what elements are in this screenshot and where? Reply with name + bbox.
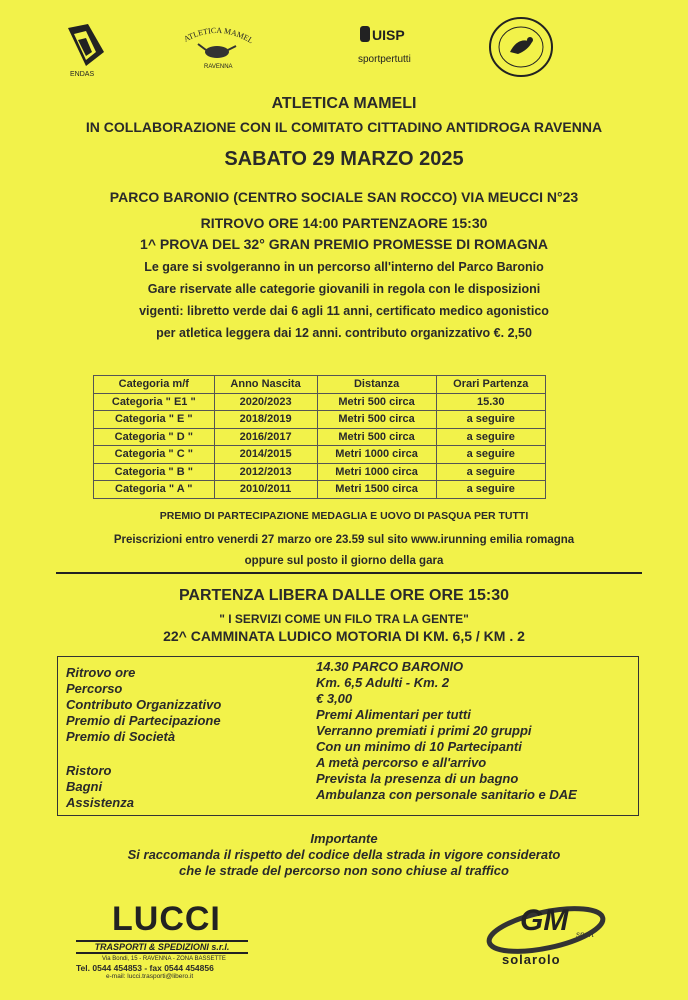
table-cell: Metri 1000 circa [317, 463, 436, 481]
box-value: € 3,00 [316, 691, 353, 706]
table-row [94, 446, 546, 464]
premio-line: PREMIO DI PARTECIPAZIONE MEDAGLIA E UOVO DI PASQUA PER TUTTI [159, 510, 529, 522]
lucci-tagline: TRASPORTI & SPEDIZIONI s.r.l. [76, 940, 248, 954]
org-title: ATLETICA MAMELI [271, 95, 417, 112]
table-cell: Categoria " E " [94, 411, 215, 429]
lucci-name: LUCCI [112, 900, 221, 938]
table-cell: 2020/2023 [214, 393, 317, 411]
svg-text:ATLETICA MAMELI [176, 22, 255, 45]
table-cell: 2014/2015 [214, 446, 317, 464]
table-cell: a seguire [436, 481, 545, 499]
partenza-libera: PARTENZA LIBERA DALLE ORE ORE 15:30 [178, 587, 510, 604]
table-row [94, 393, 546, 411]
info-box [57, 656, 639, 816]
table-row [94, 428, 546, 446]
preiscrizioni-line-2: oppure sul posto il giorno della gara [244, 555, 444, 567]
box-value: Ambulanza con personale sanitario e DAE [316, 787, 577, 802]
table-cell: Metri 500 circa [317, 428, 436, 446]
box-value: Km. 6,5 Adulti - Km. 2 [316, 675, 450, 690]
box-label: Assistenza [66, 795, 134, 810]
table-cell: 15.30 [436, 393, 545, 411]
table-cell: Categoria " A " [94, 481, 215, 499]
table-cell: a seguire [436, 463, 545, 481]
circular-seal-logo [488, 16, 554, 78]
section-divider [56, 572, 642, 574]
table-cell: Metri 500 circa [317, 393, 436, 411]
atletica-mameli-logo [176, 22, 258, 72]
box-label: Premio di Società [66, 729, 176, 744]
lucci-email: e-mail: lucci.trasporti@libero.it [106, 973, 194, 980]
importante-title: Importante [310, 831, 378, 846]
table-cell: Categoria " E1 " [94, 393, 215, 411]
desc-line-4: per atletica leggera dai 12 anni. contributo organizzativo €. 2,50 [156, 326, 532, 340]
table-cell: a seguire [436, 446, 545, 464]
box-value: A metà percorso e all'arrivo [316, 755, 487, 770]
uisp-text: UISP [372, 27, 405, 43]
table-cell: Categoria " D " [94, 428, 215, 446]
table-cell: Metri 1000 circa [317, 446, 436, 464]
endas-text: ENDAS [70, 71, 95, 78]
box-value: Verranno premiati i primi 20 gruppi [316, 723, 532, 738]
table-cell: 2018/2019 [214, 411, 317, 429]
preiscrizioni-line-1: Preiscrizioni entro venerdi 27 marzo ore 23.59 sul sito www.irunning emilia romagna [113, 534, 575, 546]
table-row [94, 463, 546, 481]
ritrovo-line: RITROVO ORE 14:00 PARTENZAORE 15:30 [200, 215, 488, 231]
table-row [94, 481, 546, 499]
table-row [94, 411, 546, 429]
gm-text: GM [520, 904, 569, 937]
gm-sport-text: sport [576, 930, 594, 939]
motto-line: " I SERVIZI COME UN FILO TRA LA GENTE" [219, 612, 469, 626]
endas-logo [64, 22, 110, 78]
desc-line-1: Le gare si svolgeranno in un percorso all'interno del Parco Baronio [144, 260, 544, 274]
lucci-phone: Tel. 0544 454853 - fax 0544 454856 [76, 963, 214, 973]
lucci-address: Via Bondi, 15 - RAVENNA - ZONA BASSETTE [102, 956, 226, 962]
box-value: 14.30 PARCO BARONIO [316, 659, 464, 674]
table-header: Orari Partenza [436, 376, 545, 394]
table-header-row [94, 376, 546, 394]
box-label: Ritrovo ore [66, 665, 136, 680]
lucci-logo [76, 900, 256, 980]
collab-line: IN COLLABORAZIONE CON IL COMITATO CITTADINO ANTIDROGA RAVENNA [85, 119, 603, 135]
category-table [93, 375, 546, 499]
table-cell: Categoria " B " [94, 463, 215, 481]
prova-line: 1^ PROVA DEL 32° GRAN PREMIO PROMESSE DI ROMAGNA [140, 236, 548, 252]
box-value: Con un minimo di 10 Partecipanti [316, 739, 522, 754]
table-header: Distanza [317, 376, 436, 394]
table-cell: 2012/2013 [214, 463, 317, 481]
importante-line-1: Si raccomanda il rispetto del codice della strada in vigore considerato [127, 847, 561, 862]
uisp-logo [356, 22, 416, 68]
box-value: Prevista la presenza di un bagno [316, 771, 519, 786]
table-cell: a seguire [436, 428, 545, 446]
box-label: Ristoro [66, 763, 112, 778]
table-cell: Metri 1500 circa [317, 481, 436, 499]
box-label: Contributo Organizzativo [66, 697, 222, 712]
gm-sport-logo [484, 892, 624, 972]
box-label: Bagni [66, 779, 103, 794]
desc-line-3: vigenti: libretto verde dai 6 agli 11 anni, certificato medico agonistico [139, 304, 549, 318]
table-header: Anno Nascita [214, 376, 317, 394]
event-place: PARCO BARONIO (CENTRO SOCIALE SAN ROCCO) VIA MEUCCI N°23 [109, 189, 579, 205]
mameli-logo-city: RAVENNA [204, 64, 233, 70]
box-label: Premio di Partecipazione [66, 713, 221, 728]
box-label: Percorso [66, 681, 123, 696]
desc-line-2: Gare riservate alle categorie giovanili in regola con le disposizioni [147, 282, 541, 296]
event-date: SABATO 29 MARZO 2025 [224, 148, 464, 170]
table-cell: Categoria " C " [94, 446, 215, 464]
table-cell: 2010/2011 [214, 481, 317, 499]
box-value: Premi Alimentari per tutti [316, 707, 471, 722]
table-cell: 2016/2017 [214, 428, 317, 446]
gm-city-text: solarolo [502, 952, 561, 967]
mameli-logo-text: ATLETICA MAMEL [182, 25, 255, 46]
table-cell: Metri 500 circa [317, 411, 436, 429]
camminata-line: 22^ CAMMINATA LUDICO MOTORIA DI KM. 6,5 / KM . 2 [163, 628, 525, 644]
uisp-sub: sportpertutti [358, 54, 411, 65]
importante-line-2: che le strade del percorso non sono chiuse al traffico [179, 863, 509, 878]
table-header: Categoria m/f [94, 376, 215, 394]
table-cell: a seguire [436, 411, 545, 429]
